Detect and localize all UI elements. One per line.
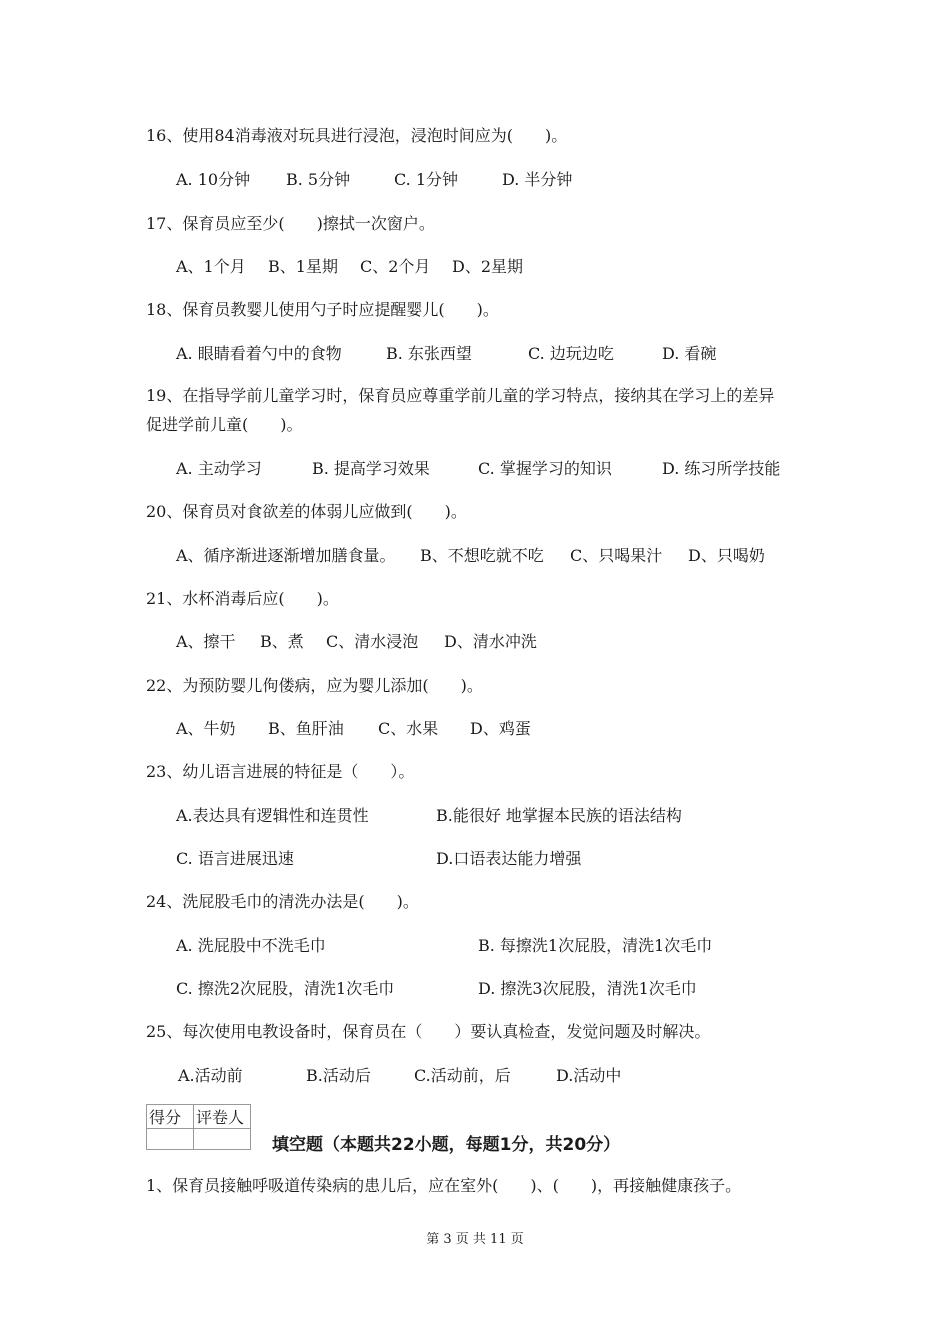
q18-option-d: D. 看碗	[662, 344, 717, 363]
q25-option-b: B.活动后	[306, 1066, 371, 1085]
q23-option-d: D.口语表达能力增强	[436, 849, 582, 868]
q19-option-c: C. 掌握学习的知识	[478, 459, 612, 478]
q16-option-b: B. 5分钟	[286, 170, 351, 189]
question-16: 16、使用84消毒液对玩具进行浸泡，浸泡时间应为( )。	[146, 126, 568, 145]
q21-option-a: A、擦干	[176, 632, 236, 651]
question-21: 21、水杯消毒后应( )。	[146, 589, 339, 608]
question-24: 24、洗屁股毛巾的清洗办法是( )。	[146, 892, 419, 911]
q20-option-a: A、循序渐进逐渐增加膳食量。	[176, 546, 396, 565]
section-title: 填空题（本题共22小题，每题1分，共20分）	[272, 1135, 621, 1155]
q22-option-b: B、鱼肝油	[268, 719, 344, 738]
q20-option-c: C、只喝果汁	[570, 546, 663, 565]
q22-option-a: A、牛奶	[176, 719, 236, 738]
q25-option-d: D.活动中	[556, 1066, 622, 1085]
q20-option-d: D、只喝奶	[688, 546, 765, 565]
q24-option-b: B. 每擦洗1次屁股，清洗1次毛巾	[478, 936, 713, 955]
question-20: 20、保育员对食欲差的体弱儿应做到( )。	[146, 502, 467, 521]
q25-option-c: C.活动前，后	[414, 1066, 511, 1085]
q21-option-c: C、清水浸泡	[326, 632, 419, 651]
q20-option-b: B、不想吃就不吃	[420, 546, 544, 565]
q17-option-a: A、1个月	[176, 257, 246, 276]
question-23: 23、幼儿语言进展的特征是（ ）。	[146, 762, 415, 781]
q24-option-d: D. 擦洗3次屁股，清洗1次毛巾	[478, 979, 697, 998]
q21-option-b: B、煮	[260, 632, 304, 651]
fill-question-1: 1、保育员接触呼吸道传染病的患儿后，应在室外( )、( )，再接触健康孩子。	[146, 1176, 742, 1195]
question-22: 22、为预防婴儿佝偻病，应为婴儿添加( )。	[146, 676, 483, 695]
q19-option-a: A. 主动学习	[176, 459, 262, 478]
q23-option-a: A.表达具有逻辑性和连贯性	[176, 806, 369, 825]
q22-option-d: D、鸡蛋	[470, 719, 531, 738]
q24-option-c: C. 擦洗2次屁股，清洗1次毛巾	[176, 979, 395, 998]
question-17: 17、保育员应至少( )擦拭一次窗户。	[146, 214, 435, 233]
score-table	[146, 1104, 251, 1150]
q23-option-b: B.能很好 地掌握本民族的语法结构	[436, 806, 682, 825]
q16-option-a: A. 10分钟	[176, 170, 251, 189]
q17-option-b: B、1星期	[268, 257, 338, 276]
score-label: 得分	[147, 1105, 194, 1129]
q22-option-c: C、水果	[378, 719, 439, 738]
question-25: 25、每次使用电教设备时，保育员在（ ）要认真检查，发觉问题及时解决。	[146, 1022, 711, 1041]
q19-option-b: B. 提高学习效果	[312, 459, 430, 478]
q18-option-a: A. 眼睛看着勺中的食物	[176, 344, 342, 363]
q19-option-d: D. 练习所学技能	[662, 459, 781, 478]
question-18: 18、保育员教婴儿使用勺子时应提醒婴儿( )。	[146, 300, 499, 319]
q17-option-d: D、2星期	[452, 257, 524, 276]
q18-option-b: B. 东张西望	[386, 344, 472, 363]
score-cell	[147, 1129, 194, 1150]
question-19-cont: 促进学前儿童( )。	[146, 415, 303, 434]
q17-option-c: C、2个月	[360, 257, 431, 276]
page-footer: 第 3 页 共 11 页	[426, 1232, 524, 1247]
q25-option-a: A.活动前	[178, 1066, 243, 1085]
q24-option-a: A. 洗屁股中不洗毛巾	[176, 936, 326, 955]
q16-option-d: D. 半分钟	[502, 170, 573, 189]
grader-label: 评卷人	[194, 1105, 251, 1129]
question-19: 19、在指导学前儿童学习时，保育员应尊重学前儿童的学习特点，接纳其在学习上的差异	[146, 386, 775, 405]
grader-cell	[194, 1129, 251, 1150]
q18-option-c: C. 边玩边吃	[528, 344, 614, 363]
q16-option-c: C. 1分钟	[394, 170, 459, 189]
q21-option-d: D、清水冲洗	[444, 632, 537, 651]
q23-option-c: C. 语言进展迅速	[176, 849, 294, 868]
